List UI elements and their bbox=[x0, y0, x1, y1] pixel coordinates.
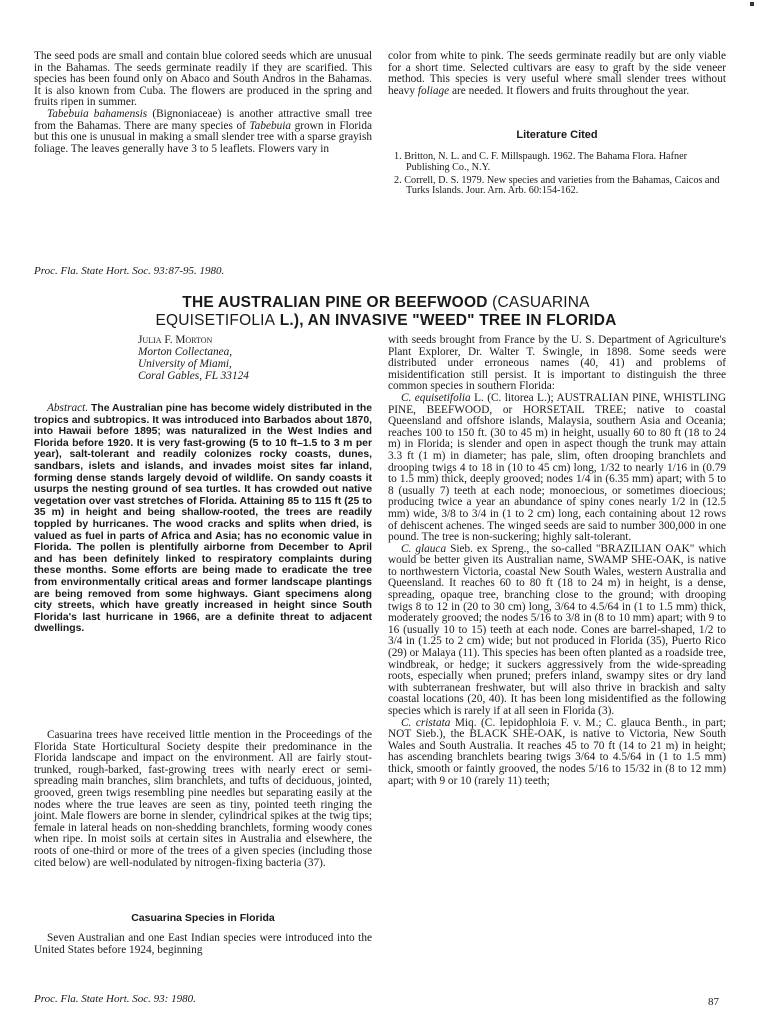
author-block bbox=[138, 334, 249, 382]
species-1-text: L. (C. litorea L.); AUSTRALIAN PINE, WHISTLING PINE, BEEFWOOD, or HORSETAIL TREE; native to coastal Queensland and offshore islands, Malaysia, southern Asia and Oceania; reaches 100 to 150 ft. (30 to 45 m) in height, usually 60 to 80 ft (18 to 24 m) in Florida; is slender and open in aspect though the trunk may attain 3.3 ft (1 m) in diameter; has pale, slim, often drooping branchlets and drooping twigs 4 to 18 in (10 to 45 cm) long, 1/32 to nearly 1/16 in (0.79 to 1.5 mm) thick, deeply grooved; nodes 1/4 in (6.35 mm) apart; with 5 to 8 (usually 7) teeth at each node; monoecious, or sometimes dioecious; producing twice a year an abundance of spiny cones nearly 1/2 in (12.5 mm) wide, 3/8 to 3/4 in (1 to 2 cm) long, each containing about 12 rows of dehiscent achenes. The winged seeds are said to number 300,000 in one pound. The tree is non-suckering; highly salt-tolerant. bbox=[388, 391, 726, 544]
author-affiliation-2: University of Miami, bbox=[138, 358, 232, 370]
left-body-paragraph: Casuarina trees have received little mention in the Proceedings of the Florida State Horticultural Society despite their predominance in the Florida landscape and impact on the environment. All are fairly stout-trunked, rough-barked, fast-growing trees with nearly erect or semi-spreading main branches, slim branchlets, and tufts of deciduous, jointed, grooved, green twigs resembling pine needles but separating easily at the nodes where the true leaves are seen as tiny, pointed teeth ringing the joint. Male flowers are borne in slender, cylindrical spikes at the twig tips; female in lateral heads on non-shedding branchlets, forming woody cones when ripe. In moist soils at certain sites in Australia and elsewhere, the roots of one-third or more of the trees of a given species (including those cited below) are well-nodulated by nitrogen-fixing bacteria (37). bbox=[34, 729, 372, 869]
abstract-paragraph bbox=[34, 403, 372, 635]
abstract-label: Abstract. bbox=[47, 402, 89, 414]
p2-text: (Bignoniaceae) is another attractive small tree from the Bahamas. There are many species of bbox=[34, 107, 372, 132]
species-2-paragraph bbox=[388, 544, 726, 718]
species-1-paragraph bbox=[388, 393, 726, 544]
literature-cited-heading: Literature Cited bbox=[516, 129, 598, 141]
top-right-column bbox=[388, 51, 726, 97]
article-title-line-2 bbox=[36, 312, 736, 330]
title-bold-2: L.), AN INVASIVE "WEED" TREE IN FLORIDA bbox=[275, 312, 617, 329]
section-heading: Casuarina Species in Florida bbox=[131, 912, 275, 924]
author-affiliation-1: Morton Collectanea, bbox=[138, 346, 233, 358]
abstract bbox=[34, 403, 372, 635]
top-left-column bbox=[34, 51, 372, 155]
left-section-body bbox=[34, 933, 372, 956]
corner-mark bbox=[750, 2, 754, 6]
genus-tabebuia: Tabebuia bbox=[249, 119, 292, 132]
abstract-text: The Australian pine has become widely distributed in the tropics and subtropics. It was introduced into Barbados about 1870, into Hawaii before 1895; was naturalized in the West Indies and Florida before 1920. It is very fast-growing (5 to 10 ft–1.5 to 3 m per year), salt-tolerant and readily colonizes rocky coasts, dunes, sandbars, islets and islands, and invades moist sites far inland, forming dense stands largely devoid of wildlife. On sandy coasts it usurps the nesting ground of sea turtles. It has crowded out native vegetation over vast stretches of Florida. Attaining 85 to 115 ft (25 to 35 m) in height and being shallow-rooted, the trees are readily toppled by hurricanes. The wood cracks and splits when dried, is valued as fuel in parts of Africa and Asia; has no economic value in Florida. The pollen is plentifully airborne from December to April and has been definitely linked to respiratory complaints during these months. Some efforts are being made to eradicate the tree from environmentally critical areas and former landscape plantings are being removed from some highways. Giant specimens along city streets, which have greatly increased in height since South Florida's last hurricane in 1966, are a definite threat to adjacent dwellings. bbox=[34, 403, 372, 635]
species-2-text: Sieb. ex Spreng., the so-called "BRAZILIAN OAK" which would be better given its Australian name, SWAMP SHE-OAK, is native to northwestern Victoria, coastal New South Wales, western Australia and Queensland. It reaches 60 to 80 ft (18 to 24 m) in height, is a dense, spreading, opaque tree, branching close to the ground; with drooping twigs 8 to 12 in (20 to 30 cm) long, 3/64 to 4.5/64 in (1 to 1.5 mm) thick, moderately grooved; the nodes 5/16 to 3/8 in (8 to 10 mm) apart; with 9 to 16 (usually 10 to 15) teeth at each node. Cones are barrel-shaped, 1/2 to 3/4 in (1.25 to 2 cm) wide; but not produced in Florida (35), Puerto Rico (29) or Malaya (11). This species has been often planted as a roadside tree, windbreak, or hedge; it suckers aggressively from the wide-spreading roots, especially when pruned; prefers inland, swampy sites or dry land with subterranean freshwater, but will also thrive in brackish and salty coastal locations (20, 40). It has been long misidentified as the following species which is rarely if at all seen in Florida (3). bbox=[388, 542, 726, 717]
species-1-name: C. equisetifolia bbox=[401, 391, 471, 404]
title-plain-2: EQUISETIFOLIA bbox=[155, 312, 276, 329]
top-right-paragraph bbox=[388, 51, 726, 97]
reference-list bbox=[392, 152, 728, 197]
species-3-name: C. cristata bbox=[401, 716, 451, 729]
reference-1: 1. Britton, N. L. and C. F. Millspaugh. 1962. The Bahama Flora. Hafner Publishing Co., N.Y. bbox=[394, 151, 687, 173]
title-plain-1: (CASUARINA bbox=[487, 294, 590, 311]
species-3-paragraph bbox=[388, 718, 726, 788]
top-right-italic: foliage bbox=[417, 84, 450, 97]
title-bold-1: THE AUSTRALIAN PINE OR BEEFWOOD bbox=[182, 294, 488, 311]
footer-citation: Proc. Fla. State Hort. Soc. 93: 1980. bbox=[34, 993, 196, 1005]
top-left-paragraph-2 bbox=[34, 109, 372, 155]
top-right-text-b: are needed. It flowers and fruits throughout the year. bbox=[449, 84, 690, 97]
author-affiliation-3: Coral Gables, FL 33124 bbox=[138, 370, 249, 382]
page-number: 87 bbox=[708, 996, 719, 1008]
top-right-text-a: color from white to pink. The seeds germinate readily but are only viable for a short time. Selected cultivars are easy to graft by the side veneer method. This species is very useful where small slender trees without heavy bbox=[388, 50, 726, 97]
journal-citation: Proc. Fla. State Hort. Soc. 93:87-95. 1980. bbox=[34, 265, 225, 277]
author-name: Julia F. Morton bbox=[138, 334, 213, 346]
right-body bbox=[388, 335, 726, 787]
species-tabebuia-bahamensis: Tabebuia bahamensis bbox=[47, 107, 148, 120]
left-section-paragraph: Seven Australian and one East Indian species were introduced into the United States before 1924, beginning bbox=[34, 932, 372, 956]
species-3-text: Miq. (C. lepidophloia F. v. M.; C. glauca Benth., in part; NOT Sieb.), the BLACK SHE-OAK, is native to Victoria, New South Wales and South Australia. It reaches 45 to 70 ft (14 to 21 m) in height; has ascending branchlets bearing twigs 3/64 to 4.5/64 in (1 to 1.5 mm) thick, smooth or faintly grooved, the nodes 5/16 to 15/32 in (8 to 12 mm) apart; with 9 or 10 (rarely 11) teeth; bbox=[388, 716, 726, 787]
right-intro: with seeds brought from France by the U. S. Department of Agriculture's Plant Explorer, Dr. Walter T. Swingle, in 1898. Some seeds were distributed under erroneous names (40, 41) and problems of misidentification still persist. It is important to distinguish the three common species in southern Florida: bbox=[388, 334, 726, 393]
article-title-line-1 bbox=[36, 294, 736, 312]
p2-text-end: grown in Florida but this one is unusual in making a small slender tree with a sparse grayish foliage. The leaves generally have 3 to 5 leaflets. Flowers vary in bbox=[34, 119, 372, 155]
left-body bbox=[34, 730, 372, 869]
reference-2: 2. Correll, D. S. 1979. New species and varieties from the Bahamas, Caicos and Turks Islands. Jour. Arn. Arb. 60:154-162. bbox=[394, 174, 720, 197]
species-2-name: C. glauca bbox=[401, 542, 447, 555]
top-left-paragraph-1: The seed pods are small and contain blue colored seeds which are unusual in the Bahamas. The seeds germinate readily if they are scarified. This species has been found only on Abaco and South Andros in the Bahamas. It is also known from Cuba. The flowers are produced in the spring and fruits ripen in summer. bbox=[34, 50, 372, 109]
